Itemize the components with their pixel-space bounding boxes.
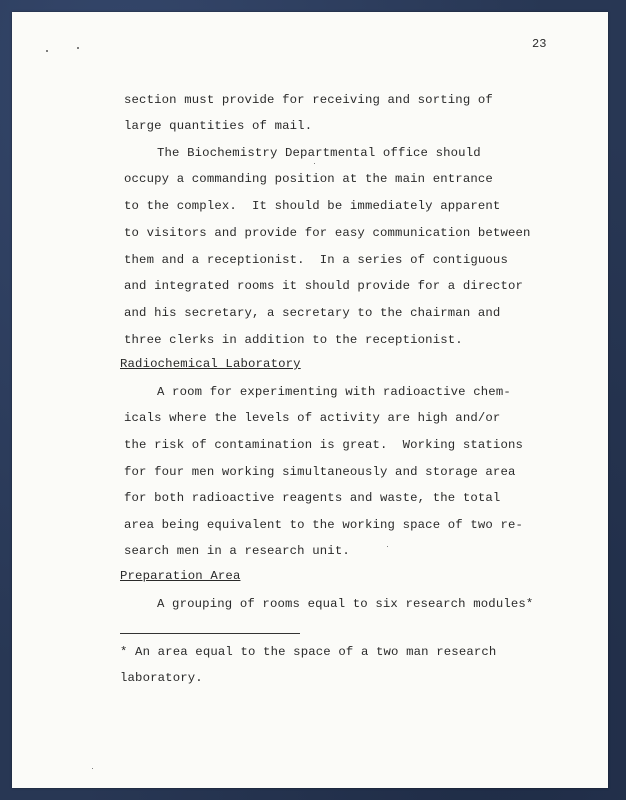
scan-speck <box>77 47 79 49</box>
scan-speck <box>92 768 93 769</box>
section-heading-preparation-area: Preparation Area <box>120 569 241 583</box>
page-number: 23 <box>532 37 547 51</box>
footnote-divider <box>120 633 300 634</box>
body-line: for four men working simultaneously and storage area <box>124 465 516 479</box>
body-line: area being equivalent to the working space of two re- <box>124 518 524 532</box>
body-line: the risk of contamination is great. Working stations <box>124 438 524 452</box>
body-line: large quantities of mail. <box>124 119 313 133</box>
body-line: search men in a research unit. <box>124 544 350 558</box>
body-line: to visitors and provide for easy communication between <box>124 226 531 240</box>
body-line: icals where the levels of activity are high and/or <box>124 411 501 425</box>
body-line: section must provide for receiving and sorting of <box>124 93 493 107</box>
body-line: three clerks in addition to the receptionist. <box>124 333 463 347</box>
body-line: and his secretary, a secretary to the chairman and <box>124 306 501 320</box>
body-line: A room for experimenting with radioactive chem- <box>157 385 511 399</box>
footnote-line: * An area equal to the space of a two man research <box>120 645 497 659</box>
body-line: The Biochemistry Departmental office should <box>157 146 481 160</box>
body-line: and integrated rooms it should provide for a director <box>124 279 524 293</box>
scan-speck <box>46 50 48 52</box>
section-heading-radiochemical-laboratory: Radiochemical Laboratory <box>120 357 301 371</box>
body-line: to the complex. It should be immediately apparent <box>124 199 501 213</box>
body-line: A grouping of rooms equal to six research modules* <box>157 597 534 611</box>
body-line: for both radioactive reagents and waste, the total <box>124 491 501 505</box>
footnote-line: laboratory. <box>120 671 203 685</box>
scan-speck <box>314 163 315 164</box>
scan-speck <box>387 546 388 547</box>
body-line: them and a receptionist. In a series of contiguous <box>124 253 508 267</box>
body-line: occupy a commanding position at the main entrance <box>124 172 493 186</box>
